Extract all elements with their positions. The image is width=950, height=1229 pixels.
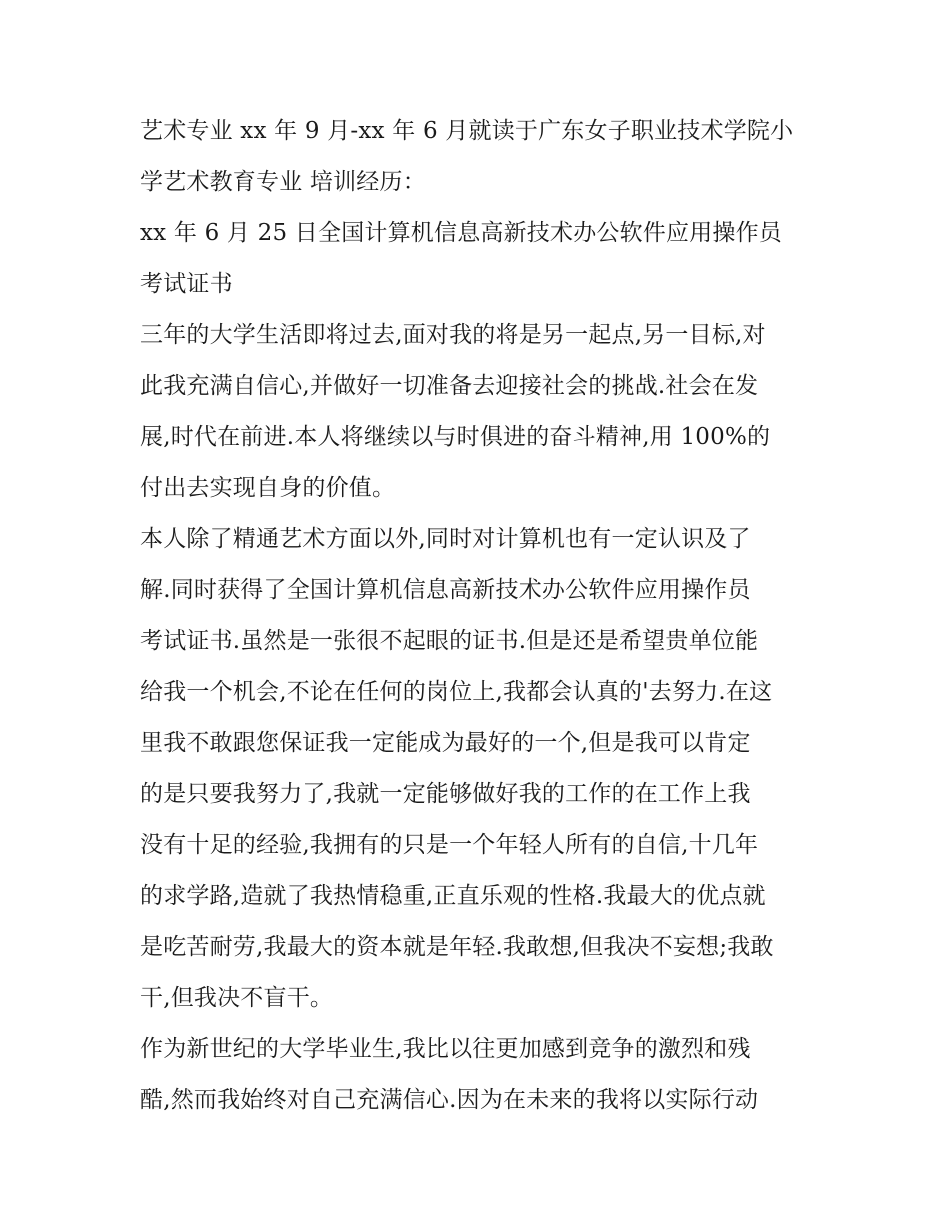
document-body [140, 106, 810, 1126]
text-line: 的求学路,造就了我热情稳重,正直乐观的性格.我最大的优点就 [140, 883, 766, 909]
text-line: 本人除了精通艺术方面以外,同时对计算机也有一定认识及了 [140, 526, 751, 552]
text-line: 解.同时获得了全国计算机信息高新技术办公软件应用操作员 [140, 577, 751, 603]
text-line: 付出去实现自身的价值。 [140, 475, 396, 501]
text-line: 学艺术教育专业 培训经历： [140, 169, 426, 195]
text-line: 是吃苦耐劳,我最大的资本就是年轻.我敢想,但我决不妄想;我敢 [140, 934, 774, 960]
text-line: 给我一个机会,不论在任何的岗位上,我都会认真的'去努力.在这 [140, 679, 773, 705]
paragraph-skills [140, 514, 810, 1024]
paragraph-self-statement [140, 310, 810, 514]
text-line: 艺术专业 xx 年 9 月-xx 年 6 月就读于广东女子职业技术学院小 [140, 118, 794, 144]
paragraph-closing [140, 1024, 810, 1126]
text-line: 作为新世纪的大学毕业生,我比以往更加感到竞争的激烈和残 [140, 1036, 751, 1062]
text-line: 此我充满自信心,并做好一切准备去迎接社会的挑战.社会在发 [140, 373, 759, 399]
text-line: 三年的大学生活即将过去,面对我的将是另一起点,另一目标,对 [140, 322, 766, 348]
paragraph-education [140, 106, 810, 208]
text-line: 酷,然而我始终对自己充满信心.因为在未来的我将以实际行动 [140, 1087, 759, 1113]
paragraph-certificate [140, 208, 810, 310]
text-line: 考试证书 [140, 271, 233, 297]
text-line: 展,时代在前进.本人将继续以与时俱进的奋斗精神,用 100%的 [140, 424, 771, 450]
text-line: 干,但我决不盲干。 [140, 985, 334, 1011]
text-line: 里我不敢跟您保证我一定能成为最好的一个,但是我可以肯定 [140, 730, 751, 756]
text-line: 考试证书.虽然是一张很不起眼的证书.但是还是希望贵单位能 [140, 628, 759, 654]
text-line: 没有十足的经验,我拥有的只是一个年轻人所有的自信,十几年 [140, 832, 759, 858]
text-line: xx 年 6 月 25 日全国计算机信息高新技术办公软件应用操作员 [140, 220, 782, 246]
text-line: 的是只要我努力了,我就一定能够做好我的工作的在工作上我 [140, 781, 751, 807]
